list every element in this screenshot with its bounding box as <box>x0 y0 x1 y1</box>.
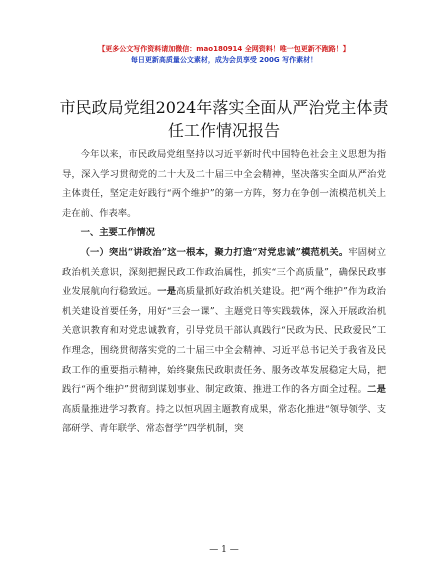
subsection-paragraph <box>62 243 386 439</box>
subsection-lead: （一）突出“讲政治”这一根本，聚力打造“对党忠诚”模范机关。 <box>80 246 349 258</box>
subsection-text-2: 高质量抓好政治机关建设。把“两个维护”作为政治机关建设首要任务，用好“三会一课”、主题党日等实践载体，深入开展政治机关意识教育和对党忠诚教育，引导党员干部认真践行“民政为民、民政爱民”工作理念，围绕贯彻落实党的二十届三中全会精神、习近平总书记关于我省及民政工作的重要指示精神，始终聚焦民政职责任务、服务改革发展稳定大局，把践行“两个维护”贯彻到谋划事业、制定政策、推进工作的各方面全过程。 <box>62 286 386 396</box>
document-title <box>50 96 398 142</box>
subsection-text-1: 牢固树立政治机关意识，深刻把握民政工作政治属性，抓实“三个高质量”，确保民政事业发展航向行稳致远。 <box>62 246 386 298</box>
document-title-line-2: 任工作情况报告 <box>167 121 280 140</box>
document-body <box>62 145 386 439</box>
point-one-marker: 一是 <box>157 286 177 298</box>
document-title-line-1: 市民政局党组2024年落实全面从严治党主体责 <box>59 98 389 117</box>
promo-banner <box>0 44 448 66</box>
intro-paragraph: 今年以来，市民政局党组坚持以习近平新时代中国特色社会主义思想为指导，深入学习贯彻党的二十大及二十届三中全会精神，坚决落实全面从严治党主体责任，坚定走好践行“两个维护”的第一方阵，努力在争创一流模范机关上走在前、作表率。 <box>62 149 386 219</box>
promo-banner-line-1: 【更多公文写作资料请加微信：mao180914 全网资料！唯一包更新不跑路！】 <box>98 45 350 53</box>
subsection-text-3: 高质量推进学习教育。持之以恒巩固主题教育成果，常态化推进“领导领学、支部研学、青年联学、常态督学”四学机制，突 <box>62 403 386 435</box>
promo-banner-line-2: 每日更新高质量公文素材，成为会员享受 200G 写作素材！ <box>130 56 318 64</box>
point-two-marker: 二是 <box>367 384 386 396</box>
page-number: — 1 — <box>209 545 239 555</box>
section-heading: 一、主要工作情况 <box>80 227 155 239</box>
